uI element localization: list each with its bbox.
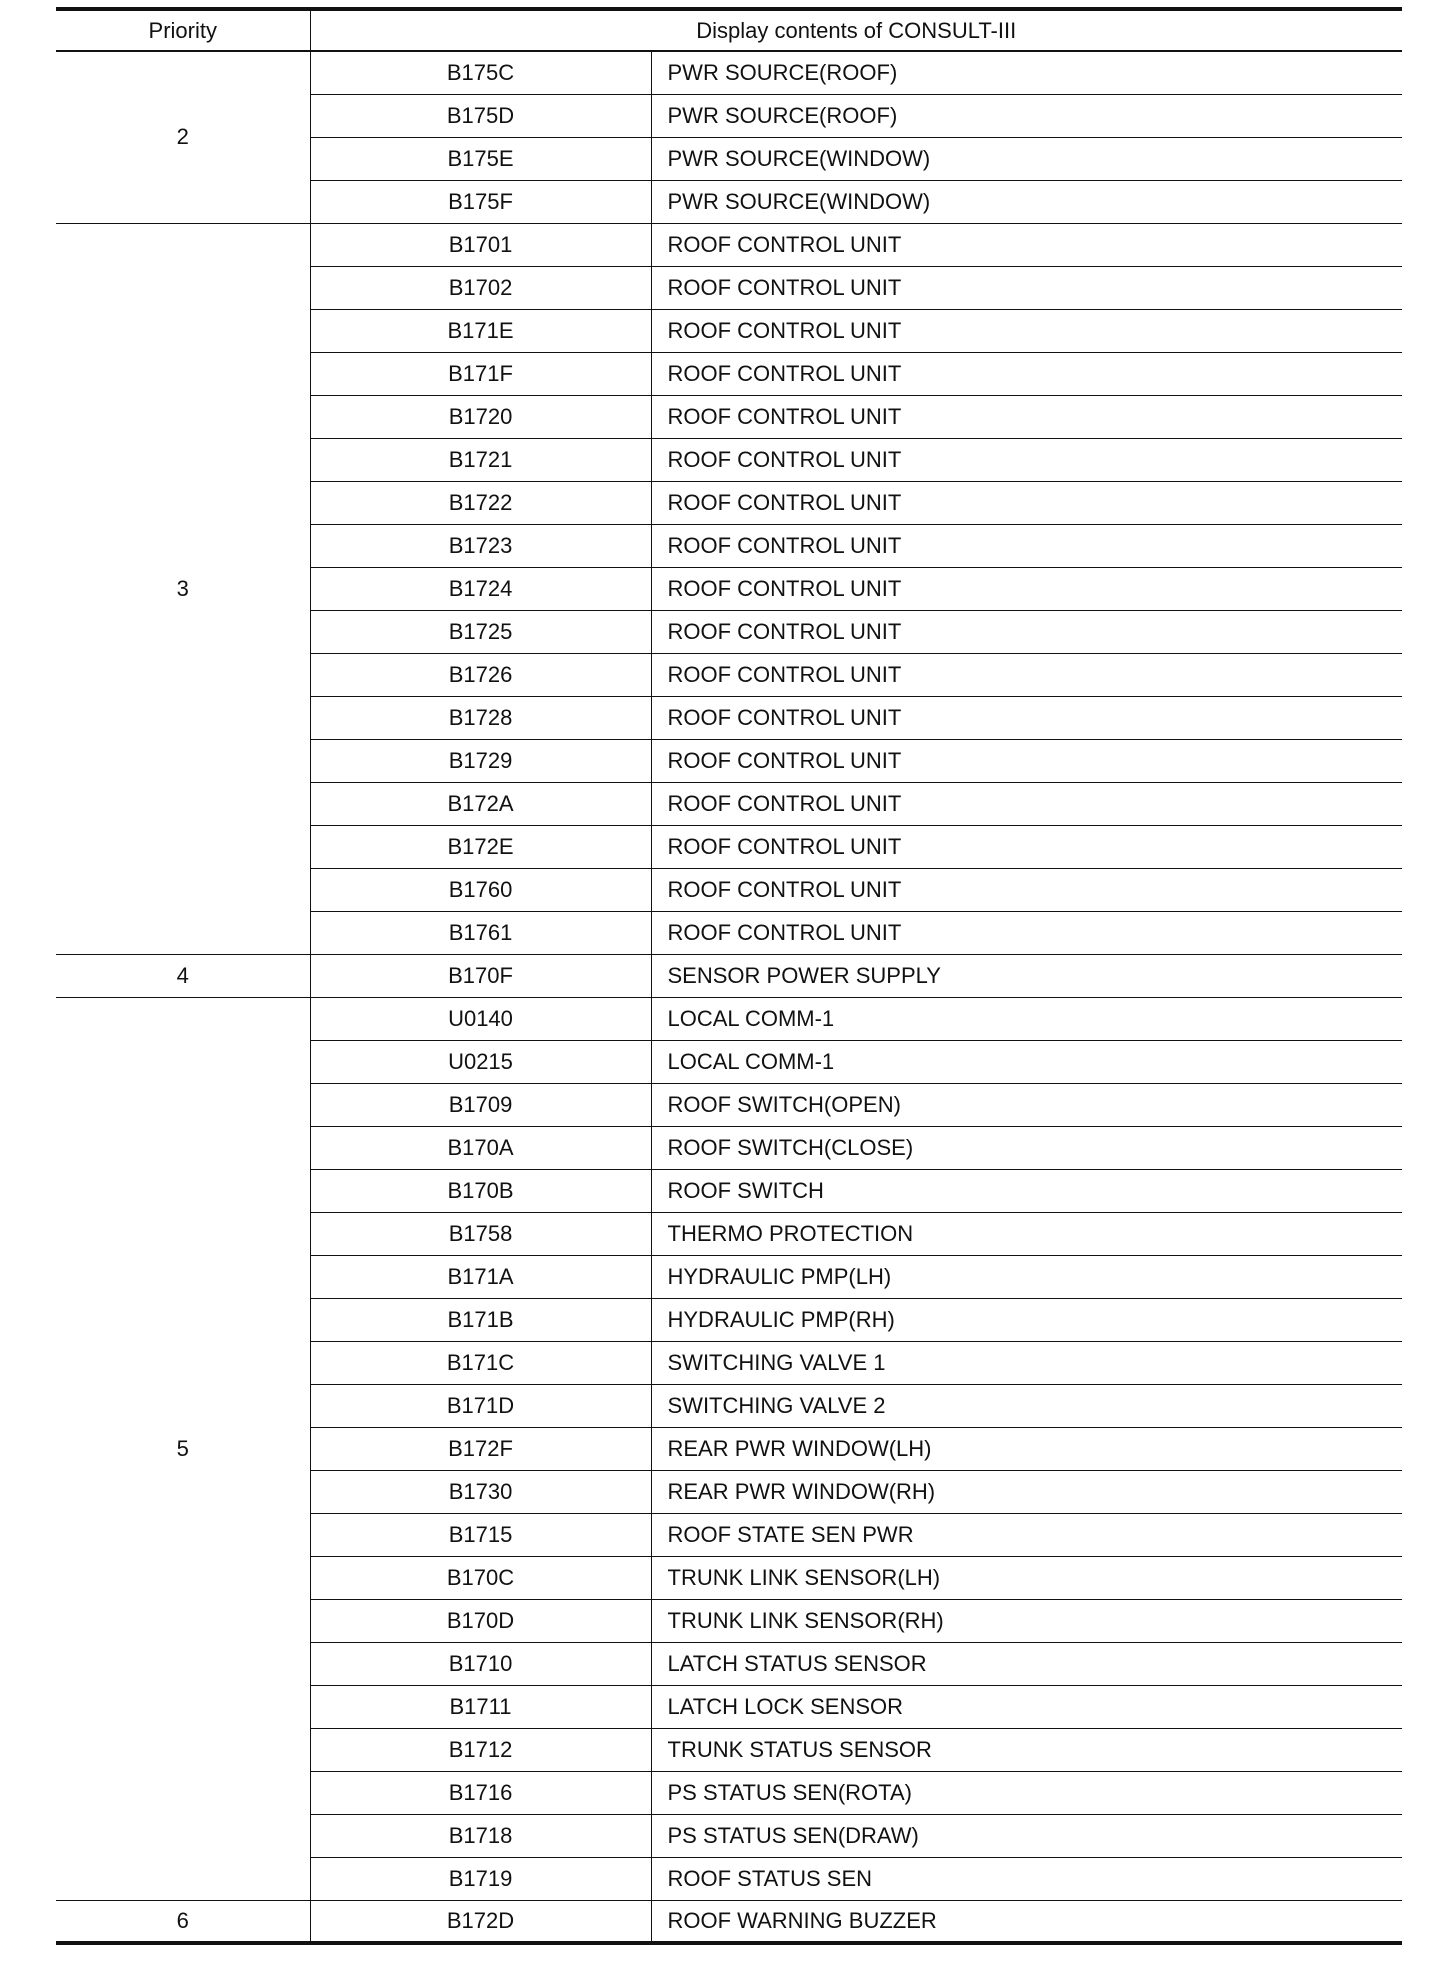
dtc-code-cell: B1716 bbox=[310, 1771, 651, 1814]
dtc-code-cell: B170C bbox=[310, 1556, 651, 1599]
table-header-row bbox=[56, 9, 1402, 51]
dtc-code-cell: B1720 bbox=[310, 395, 651, 438]
dtc-code-cell: B1722 bbox=[310, 481, 651, 524]
priority-cell: 2 bbox=[56, 51, 310, 223]
dtc-code-cell: U0215 bbox=[310, 1040, 651, 1083]
dtc-code-cell: B171B bbox=[310, 1298, 651, 1341]
display-content-cell: PS STATUS SEN(ROTA) bbox=[651, 1771, 1402, 1814]
dtc-code-cell: B1710 bbox=[310, 1642, 651, 1685]
display-content-cell: ROOF SWITCH(OPEN) bbox=[651, 1083, 1402, 1126]
display-content-cell: ROOF CONTROL UNIT bbox=[651, 782, 1402, 825]
display-content-cell: TRUNK LINK SENSOR(RH) bbox=[651, 1599, 1402, 1642]
dtc-code-cell: B1702 bbox=[310, 266, 651, 309]
dtc-code-cell: B1730 bbox=[310, 1470, 651, 1513]
display-content-cell: SWITCHING VALVE 1 bbox=[651, 1341, 1402, 1384]
dtc-code-cell: B1728 bbox=[310, 696, 651, 739]
display-content-cell: ROOF CONTROL UNIT bbox=[651, 653, 1402, 696]
dtc-code-cell: B172D bbox=[310, 1900, 651, 1943]
dtc-code-cell: U0140 bbox=[310, 997, 651, 1040]
dtc-code-cell: B175F bbox=[310, 180, 651, 223]
dtc-code-cell: B172A bbox=[310, 782, 651, 825]
display-content-cell: HYDRAULIC PMP(RH) bbox=[651, 1298, 1402, 1341]
priority-cell: 3 bbox=[56, 223, 310, 954]
display-content-cell: TRUNK STATUS SENSOR bbox=[651, 1728, 1402, 1771]
priority-cell: 4 bbox=[56, 954, 310, 997]
dtc-code-cell: B1729 bbox=[310, 739, 651, 782]
dtc-code-cell: B171A bbox=[310, 1255, 651, 1298]
table-row bbox=[56, 223, 1402, 266]
display-content-cell: ROOF CONTROL UNIT bbox=[651, 911, 1402, 954]
display-content-cell: PWR SOURCE(WINDOW) bbox=[651, 137, 1402, 180]
display-content-cell: SENSOR POWER SUPPLY bbox=[651, 954, 1402, 997]
display-content-cell: ROOF STATE SEN PWR bbox=[651, 1513, 1402, 1556]
dtc-code-cell: B175D bbox=[310, 94, 651, 137]
dtc-code-cell: B175E bbox=[310, 137, 651, 180]
display-content-cell: LOCAL COMM-1 bbox=[651, 1040, 1402, 1083]
dtc-code-cell: B170B bbox=[310, 1169, 651, 1212]
dtc-code-cell: B1726 bbox=[310, 653, 651, 696]
display-content-cell: ROOF CONTROL UNIT bbox=[651, 395, 1402, 438]
dtc-code-cell: B170A bbox=[310, 1126, 651, 1169]
dtc-priority-table bbox=[56, 7, 1402, 1945]
table-body bbox=[56, 51, 1402, 1943]
dtc-code-cell: B1711 bbox=[310, 1685, 651, 1728]
display-content-cell: ROOF WARNING BUZZER bbox=[651, 1900, 1402, 1943]
display-content-cell: ROOF CONTROL UNIT bbox=[651, 352, 1402, 395]
dtc-code-cell: B1719 bbox=[310, 1857, 651, 1900]
display-content-cell: ROOF CONTROL UNIT bbox=[651, 696, 1402, 739]
dtc-code-cell: B1721 bbox=[310, 438, 651, 481]
dtc-code-cell: B1758 bbox=[310, 1212, 651, 1255]
dtc-code-cell: B1718 bbox=[310, 1814, 651, 1857]
display-content-cell: ROOF CONTROL UNIT bbox=[651, 868, 1402, 911]
dtc-code-cell: B1701 bbox=[310, 223, 651, 266]
display-contents-header: Display contents of CONSULT-III bbox=[310, 9, 1402, 51]
display-content-cell: THERMO PROTECTION bbox=[651, 1212, 1402, 1255]
dtc-code-cell: B1723 bbox=[310, 524, 651, 567]
display-content-cell: PWR SOURCE(ROOF) bbox=[651, 94, 1402, 137]
dtc-code-cell: B172F bbox=[310, 1427, 651, 1470]
dtc-code-cell: B1709 bbox=[310, 1083, 651, 1126]
display-content-cell: PWR SOURCE(WINDOW) bbox=[651, 180, 1402, 223]
dtc-code-cell: B172E bbox=[310, 825, 651, 868]
dtc-code-cell: B171D bbox=[310, 1384, 651, 1427]
dtc-code-cell: B171C bbox=[310, 1341, 651, 1384]
priority-cell: 5 bbox=[56, 997, 310, 1900]
table-row bbox=[56, 51, 1402, 94]
display-content-cell: TRUNK LINK SENSOR(LH) bbox=[651, 1556, 1402, 1599]
dtc-code-cell: B1760 bbox=[310, 868, 651, 911]
dtc-code-cell: B1761 bbox=[310, 911, 651, 954]
display-content-cell: ROOF CONTROL UNIT bbox=[651, 567, 1402, 610]
display-content-cell: REAR PWR WINDOW(RH) bbox=[651, 1470, 1402, 1513]
display-content-cell: ROOF CONTROL UNIT bbox=[651, 524, 1402, 567]
dtc-code-cell: B171F bbox=[310, 352, 651, 395]
display-content-cell: ROOF CONTROL UNIT bbox=[651, 481, 1402, 524]
display-content-cell: ROOF CONTROL UNIT bbox=[651, 739, 1402, 782]
display-content-cell: ROOF SWITCH(CLOSE) bbox=[651, 1126, 1402, 1169]
dtc-code-cell: B1712 bbox=[310, 1728, 651, 1771]
display-content-cell: ROOF SWITCH bbox=[651, 1169, 1402, 1212]
dtc-code-cell: B171E bbox=[310, 309, 651, 352]
display-content-cell: LATCH LOCK SENSOR bbox=[651, 1685, 1402, 1728]
display-content-cell: PS STATUS SEN(DRAW) bbox=[651, 1814, 1402, 1857]
display-content-cell: REAR PWR WINDOW(LH) bbox=[651, 1427, 1402, 1470]
table-row bbox=[56, 954, 1402, 997]
display-content-cell: LATCH STATUS SENSOR bbox=[651, 1642, 1402, 1685]
table-row bbox=[56, 1900, 1402, 1943]
display-content-cell: ROOF CONTROL UNIT bbox=[651, 610, 1402, 653]
display-content-cell: LOCAL COMM-1 bbox=[651, 997, 1402, 1040]
priority-cell: 6 bbox=[56, 1900, 310, 1943]
dtc-code-cell: B170F bbox=[310, 954, 651, 997]
display-content-cell: ROOF CONTROL UNIT bbox=[651, 825, 1402, 868]
dtc-code-cell: B175C bbox=[310, 51, 651, 94]
display-content-cell: ROOF STATUS SEN bbox=[651, 1857, 1402, 1900]
display-content-cell: ROOF CONTROL UNIT bbox=[651, 309, 1402, 352]
display-content-cell: SWITCHING VALVE 2 bbox=[651, 1384, 1402, 1427]
dtc-code-cell: B1715 bbox=[310, 1513, 651, 1556]
display-content-cell: ROOF CONTROL UNIT bbox=[651, 266, 1402, 309]
display-content-cell: HYDRAULIC PMP(LH) bbox=[651, 1255, 1402, 1298]
dtc-code-cell: B1725 bbox=[310, 610, 651, 653]
dtc-code-cell: B170D bbox=[310, 1599, 651, 1642]
priority-header: Priority bbox=[56, 9, 310, 51]
display-content-cell: PWR SOURCE(ROOF) bbox=[651, 51, 1402, 94]
dtc-code-cell: B1724 bbox=[310, 567, 651, 610]
table-row bbox=[56, 997, 1402, 1040]
display-content-cell: ROOF CONTROL UNIT bbox=[651, 438, 1402, 481]
display-content-cell: ROOF CONTROL UNIT bbox=[651, 223, 1402, 266]
